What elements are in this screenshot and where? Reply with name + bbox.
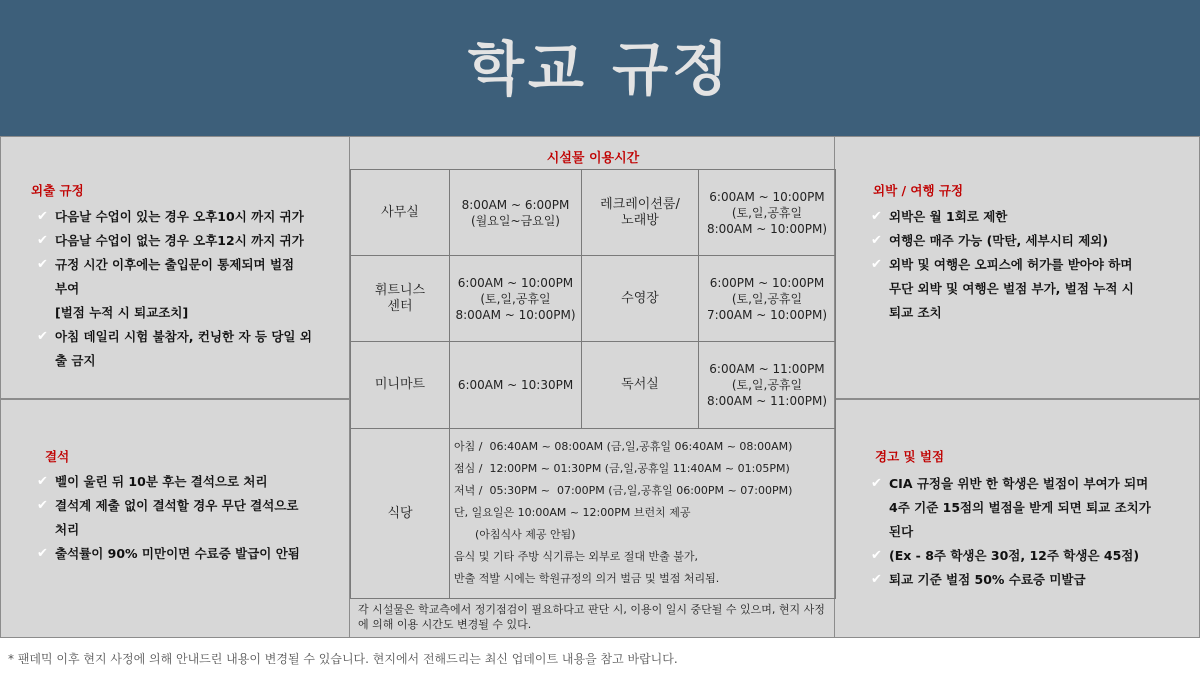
rule-text: 여행은 매주 가능 (막탄, 세부시티 제외): [889, 233, 1109, 248]
cafeteria-line: 저녁 / 05:30PM ~ 07:00PM (금,일,공휴일 06:00PM ~ 07:00PM): [454, 484, 793, 497]
rule-text: 규정 시간 이후에는 출입문이 통제되며 벌점: [55, 257, 295, 272]
rule-text: CIA 규정을 위반 한 학생은 벌점이 부여가 되며: [889, 476, 1149, 491]
check-icon: ✔: [871, 548, 882, 563]
rule-text: 된다: [889, 524, 914, 539]
rule-item: [871, 277, 1196, 301]
rule-item: [37, 229, 347, 253]
check-icon: ✔: [871, 209, 882, 224]
rule-text: 외박 및 여행은 오피스에 허가를 받아야 하며: [889, 257, 1133, 272]
cafeteria-line: 아침 / 06:40AM ~ 08:00AM (금,일,공휴일 06:40AM ~ 08:00AM): [454, 440, 793, 453]
absence-rules-list: [37, 470, 347, 566]
header-banner: [0, 0, 1200, 136]
facilities-note: 각 시설물은 학교측에서 정기점검이 필요하다고 판단 시, 이용이 일시 중단될 수 있으며, 현지 사정에 의해 이용 시간도 변경될 수 있다.: [350, 598, 836, 638]
facility-hours-pool: 6:00PM ~ 10:00PM (토,일,공휴일 7:00AM ~ 10:00PM): [698, 255, 836, 342]
rule-item: [37, 205, 347, 229]
rule-text: 퇴교 기준 벌점 50% 수료증 미발급: [889, 572, 1086, 587]
penalty-rules-title: 경고 및 벌점: [875, 449, 945, 464]
cafeteria-line: 반출 적발 시에는 학원규정의 의거 벌금 및 벌점 처리됨.: [454, 572, 720, 585]
rule-text: (Ex - 8주 학생은 30점, 12주 학생은 45점): [889, 548, 1140, 563]
overnight-rules-panel: [834, 136, 1200, 399]
rule-text: 출석률이 90% 미만이면 수료증 발급이 안됨: [55, 546, 300, 561]
rule-item: [37, 349, 347, 373]
facility-hours-karaoke: 6:00AM ~ 10:00PM (토,일,공휴일 8:00AM ~ 10:00PM): [698, 169, 836, 256]
rule-text: 처리: [55, 522, 80, 537]
check-icon: ✔: [37, 546, 48, 561]
cafeteria-line: 점심 / 12:00PM ~ 01:30PM (금,일,공휴일 11:40AM ~ 01:05PM): [454, 462, 790, 475]
rule-text: 아침 데일리 시험 불참자, 컨닝한 자 등 당일 외: [55, 329, 312, 344]
facilities-table: [349, 136, 835, 638]
outing-rules-panel: [0, 136, 350, 399]
check-icon: ✔: [37, 474, 48, 489]
check-icon: ✔: [871, 572, 882, 587]
rule-text: 무단 외박 및 여행은 벌점 부가, 벌점 누적 시: [889, 281, 1134, 296]
check-icon: ✔: [37, 498, 48, 513]
check-icon: ✔: [37, 209, 48, 224]
rule-item: [37, 518, 347, 542]
rule-item: [871, 544, 1196, 568]
rule-item: [871, 472, 1196, 496]
rule-text: 결석계 제출 없이 결석할 경우 무단 결석으로: [55, 498, 299, 513]
outing-rules-title: 외출 규정: [31, 183, 84, 198]
facility-name-office: 사무실: [350, 169, 450, 256]
rule-text: 4주 기준 15점의 벌점을 받게 되면 퇴교 조치가: [889, 500, 1151, 515]
rule-item: [871, 229, 1196, 253]
rule-item: [37, 494, 347, 518]
rule-text: 출 금지: [55, 353, 96, 368]
rule-text: 다음날 수업이 있는 경우 오후10시 까지 귀가: [55, 209, 304, 224]
facilities-caption: 시설물 이용시간: [546, 151, 640, 166]
rule-item: [37, 253, 347, 277]
page-title: 학교 규정: [467, 35, 733, 103]
check-icon: ✔: [37, 233, 48, 248]
rule-text: 다음날 수업이 없는 경우 오후12시 까지 귀가: [55, 233, 304, 248]
facility-name-fitness: 휘트니스 센터: [350, 255, 450, 342]
facility-hours-fitness: 6:00AM ~ 10:00PM (토,일,공휴일 8:00AM ~ 10:00PM): [449, 255, 582, 342]
rule-item: [37, 277, 347, 301]
rule-item: [37, 301, 347, 325]
cafeteria-line: 단, 일요일은 10:00AM ~ 12:00PM 브런치 제공: [454, 506, 691, 519]
check-icon: ✔: [871, 257, 882, 272]
cafeteria-line: (아침식사 제공 안됨): [454, 528, 576, 541]
overnight-rules-title: 외박 / 여행 규정: [873, 183, 964, 198]
rule-item: [871, 301, 1196, 325]
absence-rules-title: 결석: [45, 449, 70, 464]
outing-rules-list: [37, 205, 347, 373]
cafeteria-line: 음식 및 기타 주방 식기류는 외부로 절대 반출 불가,: [454, 550, 698, 563]
absence-rules-panel: [0, 399, 350, 638]
footer-note: * 팬데믹 이후 현지 사정에 의해 안내드린 내용이 변경될 수 있습니다. 현지에서 전해드리는 최신 업데이트 내용을 참고 바랍니다.: [8, 652, 678, 666]
penalty-rules-list: [871, 472, 1196, 592]
rule-item: [37, 325, 347, 349]
facility-name-karaoke: 레크레이션룸/ 노래방: [581, 169, 699, 256]
facility-name-mart: 미니마트: [350, 341, 450, 429]
rule-item: [871, 568, 1196, 592]
rule-text: [벌점 누적 시 퇴교조치]: [55, 305, 189, 320]
facility-name-cafeteria: 식당: [350, 428, 450, 599]
rule-text: 퇴교 조치: [889, 305, 942, 320]
check-icon: ✔: [871, 476, 882, 491]
check-icon: ✔: [37, 329, 48, 344]
penalty-rules-panel: [834, 399, 1200, 638]
facility-hours-mart: 6:00AM ~ 10:30PM: [449, 341, 582, 429]
rule-text: 외박은 월 1회로 제한: [889, 209, 1008, 224]
rule-item: [871, 205, 1196, 229]
cafeteria-hours-lines: [454, 436, 792, 590]
facility-hours-office: 8:00AM ~ 6:00PM (월요일~금요일): [449, 169, 582, 256]
rule-item: [871, 496, 1196, 520]
rule-item: [871, 520, 1196, 544]
facility-hours-library: 6:00AM ~ 11:00PM (토,일,공휴일 8:00AM ~ 11:00PM): [698, 341, 836, 429]
facility-name-pool: 수영장: [581, 255, 699, 342]
rule-item: [37, 542, 347, 566]
rule-item: [871, 253, 1196, 277]
overnight-rules-list: [871, 205, 1196, 325]
check-icon: ✔: [37, 257, 48, 272]
rule-item: [37, 470, 347, 494]
facility-name-library: 독서실: [581, 341, 699, 429]
check-icon: ✔: [871, 233, 882, 248]
rule-text: 벨이 울린 뒤 10분 후는 결석으로 처리: [55, 474, 268, 489]
rule-text: 부여: [55, 281, 80, 296]
